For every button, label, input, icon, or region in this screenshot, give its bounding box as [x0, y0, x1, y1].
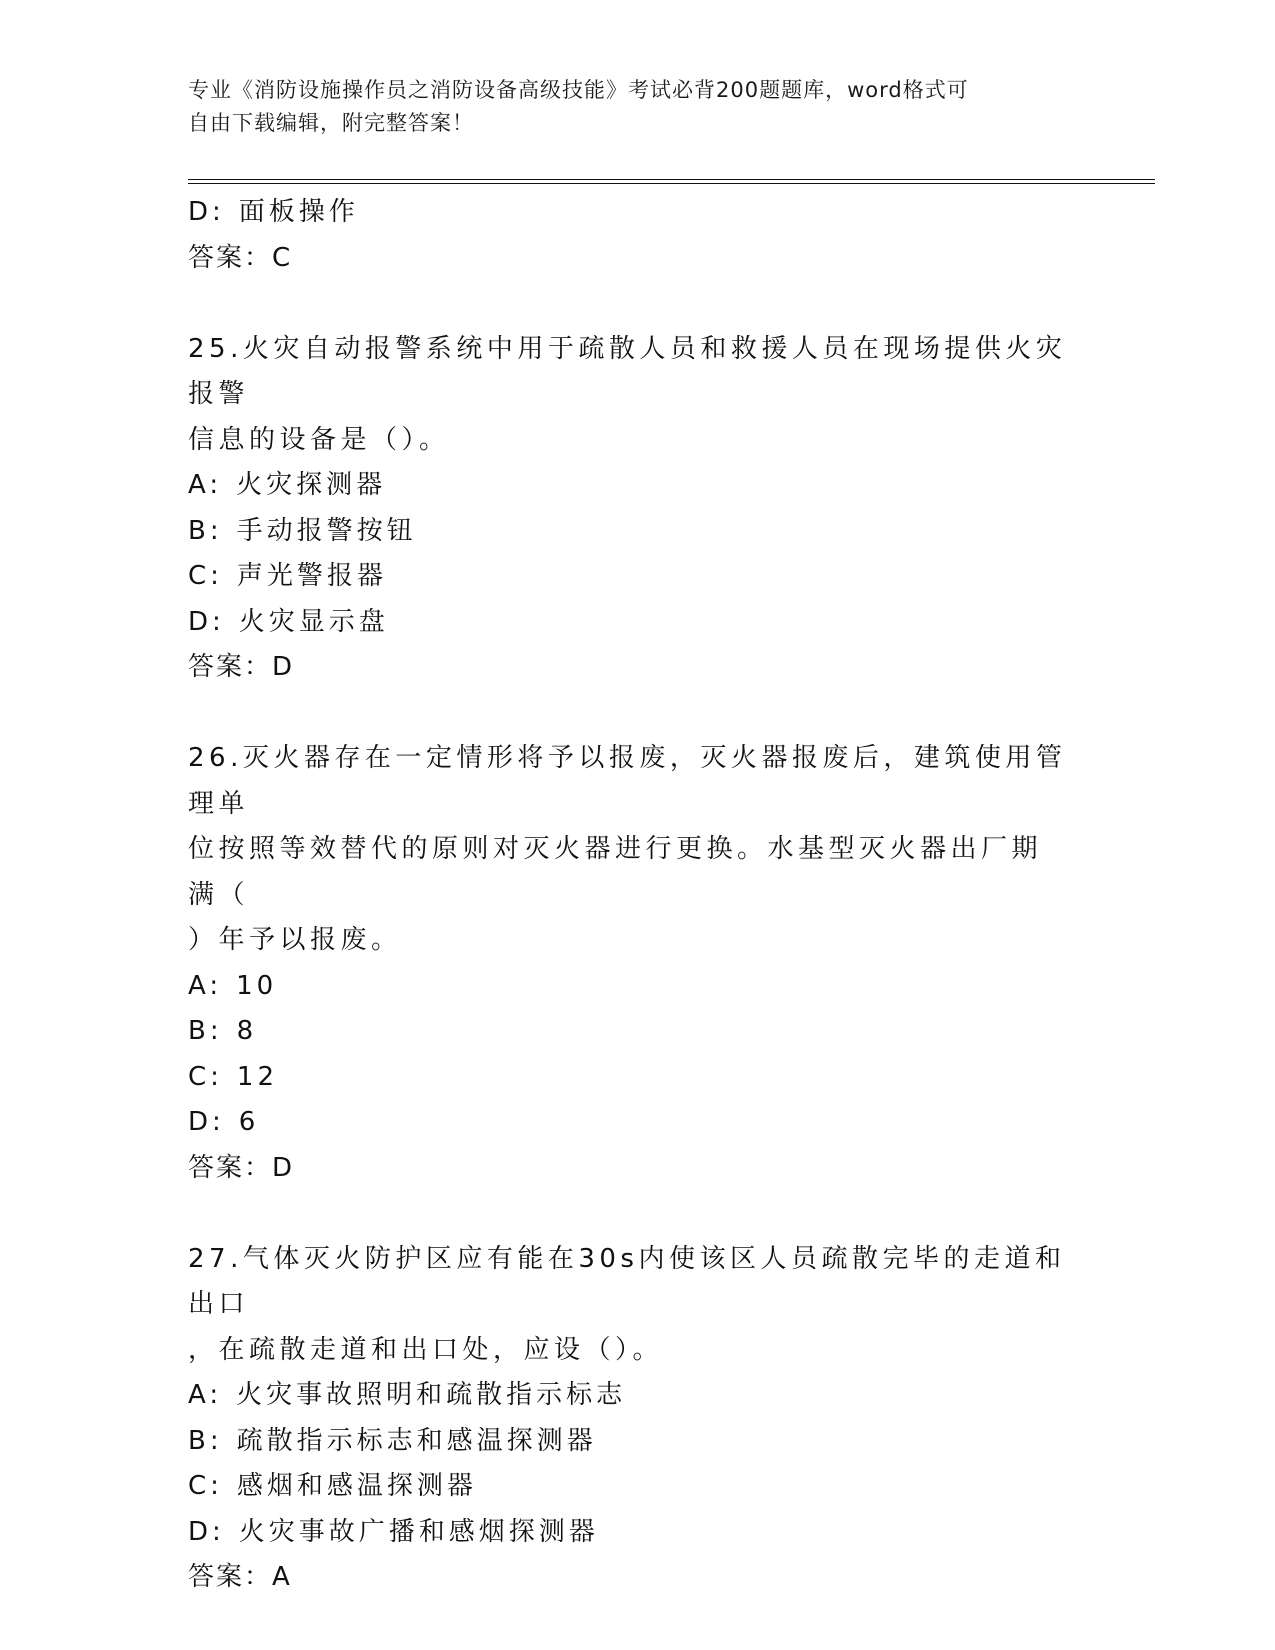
option-key: A: — [188, 470, 223, 500]
option-key: D: — [188, 197, 225, 227]
option-text: 感烟和感温探测器 — [236, 1471, 477, 1501]
option-key: D: — [188, 1516, 225, 1547]
option-text: 疏散指示标志和感温探测器 — [236, 1425, 597, 1456]
option-row — [188, 1510, 1088, 1556]
page-header — [188, 74, 1068, 140]
question-stem-line: ）年予以报废。 — [188, 925, 402, 955]
option-row — [188, 463, 1088, 509]
option-text: 火灾事故广播和感烟探测器 — [238, 1516, 599, 1547]
option-key: B: — [188, 1425, 223, 1456]
header-divider — [188, 179, 1155, 180]
header-divider-secondary — [188, 183, 1155, 184]
option-key: B: — [188, 515, 223, 546]
question-stem-line: 27.气体灭火防护区应有能在30s内使该区人员疏散完毕的走道和出口 — [188, 1243, 1066, 1319]
option-row — [188, 1055, 1088, 1101]
question-stem-line: 信息的设备是（）。 — [188, 424, 450, 455]
option-row — [188, 190, 1088, 236]
question-stem — [188, 1237, 1068, 1374]
option-row — [188, 1100, 1088, 1146]
header-line-1: 专业《消防设施操作员之消防设备高级技能》考试必背200题题库，word格式可 — [188, 78, 969, 102]
question-stem-line: 位按照等效替代的原则对灭火器进行更换。水基型灭火器出厂期满（ — [188, 834, 1043, 910]
option-row — [188, 509, 1088, 555]
option-row — [188, 1373, 1088, 1419]
option-row — [188, 1419, 1088, 1465]
question-stem-line: 25.火灾自动报警系统中用于疏散人员和救援人员在现场提供火灾报警 — [188, 333, 1067, 409]
option-key: C: — [188, 1061, 223, 1092]
option-key: A: — [188, 1380, 223, 1410]
option-key: D: — [188, 1107, 225, 1137]
option-row — [188, 1464, 1088, 1510]
question-stem-line: ，在疏散走道和出口处，应设（）。 — [188, 1334, 664, 1365]
option-text: 手动报警按钮 — [236, 515, 417, 546]
answer-line: 答案：D — [188, 652, 295, 682]
question-stem — [188, 327, 1068, 464]
option-text: 火灾探测器 — [236, 470, 387, 500]
option-key: D: — [188, 606, 225, 637]
option-text: 12 — [236, 1061, 279, 1092]
option-key: C: — [188, 561, 223, 591]
option-text: 10 — [236, 970, 278, 1001]
option-text: 声光警报器 — [236, 561, 387, 591]
option-key: C: — [188, 1471, 223, 1501]
document-body — [188, 190, 1088, 1601]
option-row — [188, 1009, 1088, 1055]
option-text: 6 — [238, 1107, 260, 1137]
option-text: 火灾事故照明和疏散指示标志 — [236, 1380, 627, 1410]
option-row — [188, 964, 1088, 1010]
option-key: A: — [188, 970, 223, 1001]
header-line-2: 自由下载编辑，附完整答案！ — [188, 111, 474, 135]
option-row — [188, 554, 1088, 600]
answer-line: 答案：C — [188, 242, 293, 273]
option-text: 火灾显示盘 — [238, 606, 389, 637]
option-row — [188, 600, 1088, 646]
answer-line: 答案：D — [188, 1152, 295, 1183]
answer-line: 答案：A — [188, 1562, 292, 1592]
option-text: 8 — [236, 1016, 258, 1046]
question-stem — [188, 736, 1068, 964]
question-stem-line: 26.灭火器存在一定情形将予以报废，灭火器报废后，建筑使用管理单 — [188, 743, 1067, 819]
option-key: B: — [188, 1016, 223, 1046]
option-text: 面板操作 — [238, 197, 359, 227]
